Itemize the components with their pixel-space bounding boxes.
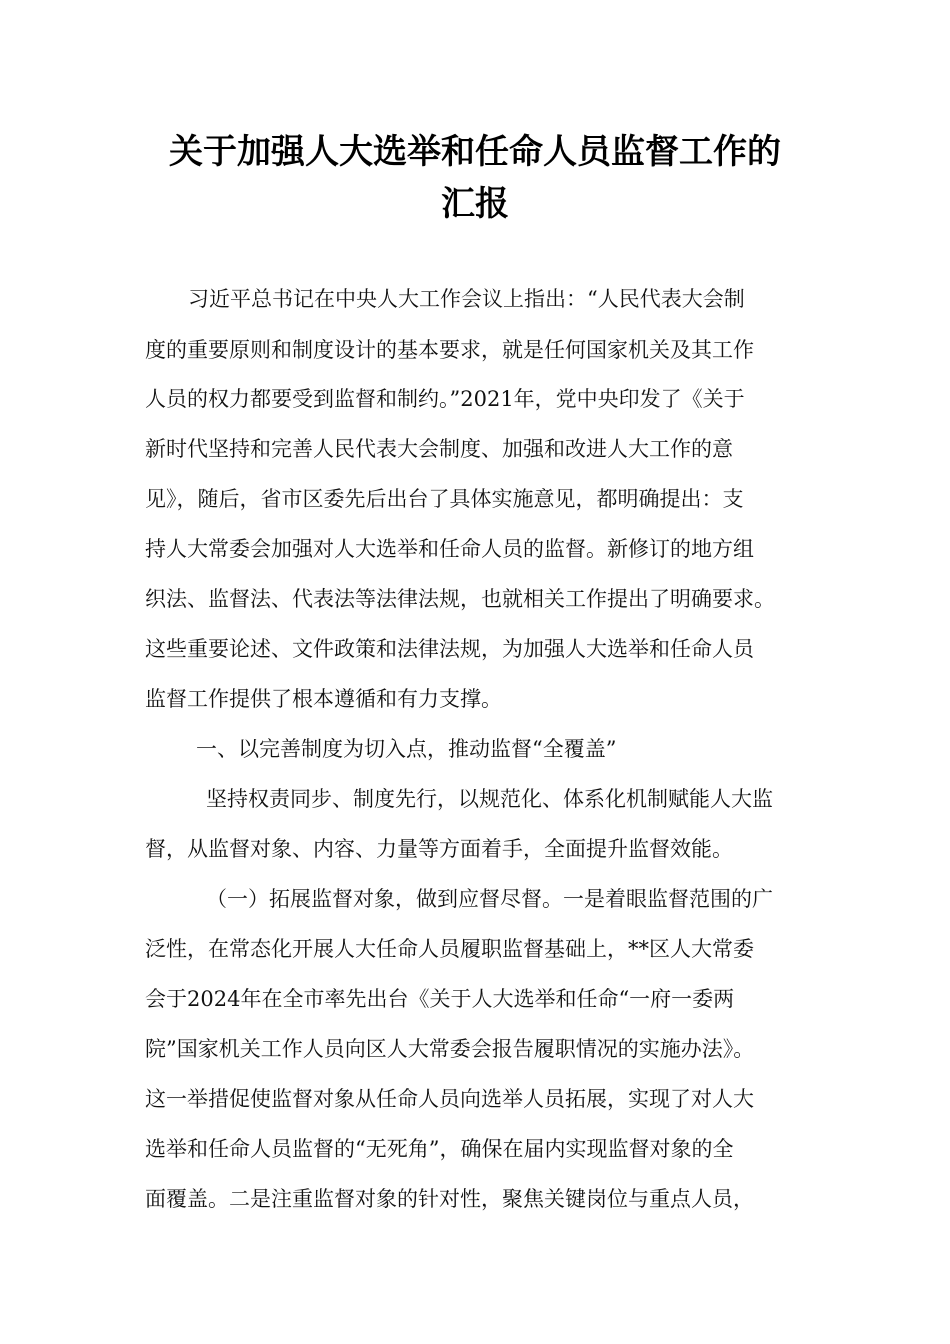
paragraph-line: 督，从监督对象、内容、力量等方面着手，全面提升监督效能。 <box>145 837 733 861</box>
paragraph-line: 这些重要论述、文件政策和法律法规，为加强人大选举和任命人员 <box>145 637 754 661</box>
paragraph-line: 持人大常委会加强对人大选举和任命人员的监督。新修订的地方组 <box>145 537 754 561</box>
paragraph-line: 选举和任命人员监督的“无死角”，确保在届内实现监督对象的全 <box>145 1137 734 1161</box>
paragraph-line: 会于2024年在全市率先出台《关于人大选举和任命“一府一委两 <box>145 987 735 1011</box>
paragraph-line: 坚持权责同步、制度先行，以规范化、体系化机制赋能人大监 <box>206 787 773 811</box>
paragraph-line: 新时代坚持和完善人民代表大会制度、加强和改进人大工作的意 <box>145 437 733 461</box>
paragraph-line: 院”国家机关工作人员向区人大常委会报告履职情况的实施办法》。 <box>145 1037 755 1061</box>
paragraph-line: 这一举措促使监督对象从任命人员向选举人员拓展，实现了对人大 <box>145 1087 754 1111</box>
paragraph-line: 习近平总书记在中央人大工作会议上指出：“人民代表大会制 <box>188 287 745 311</box>
document-title-line-2: 汇报 <box>441 184 509 224</box>
section-heading: 一、以完善制度为切入点，推动监督“全覆盖” <box>196 737 617 761</box>
paragraph-line: 织法、监督法、代表法等法律法规，也就相关工作提出了明确要求。 <box>145 587 775 611</box>
document-title-line-1: 关于加强人大选举和任命人员监督工作的 <box>169 132 781 172</box>
paragraph-line: 面覆盖。二是注重监督对象的针对性，聚焦关键岗位与重点人员， <box>145 1187 754 1211</box>
paragraph-line: 见》，随后，省市区委先后出台了具体实施意见，都明确提出：支 <box>145 487 744 511</box>
paragraph-line: 监督工作提供了根本遵循和有力支撑。 <box>145 687 502 711</box>
paragraph-line: 人员的权力都要受到监督和制约。”2021年，党中央印发了《关于 <box>145 387 745 411</box>
paragraph-line: 泛性，在常态化开展人大任命人员履职监督基础上，**区人大常委 <box>145 937 754 961</box>
paragraph-line: 度的重要原则和制度设计的基本要求，就是任何国家机关及其工作 <box>145 338 754 362</box>
paragraph-line: （一）拓展监督对象，做到应督尽督。一是着眼监督范围的广 <box>206 887 773 911</box>
